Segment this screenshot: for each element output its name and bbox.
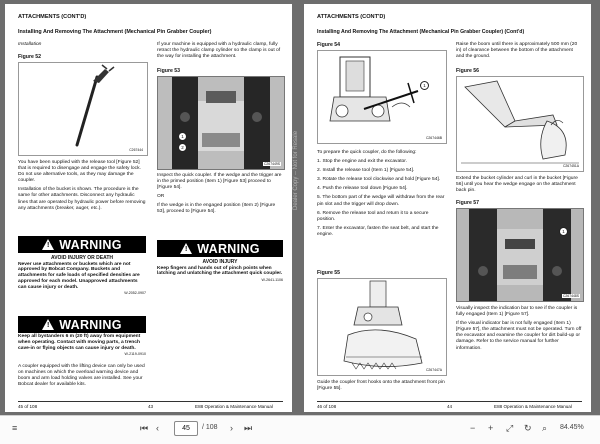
- step-item: 4. Push the release tool down [Figure 54].: [317, 186, 408, 192]
- warning-triangle-icon: !: [42, 319, 54, 330]
- figure-54-label: Figure 54: [317, 42, 341, 48]
- callout-1: 1: [559, 227, 568, 236]
- figure-57-label: Figure 57: [456, 200, 480, 206]
- figure-56-image: [456, 76, 584, 172]
- figure-57-image: [456, 208, 584, 302]
- left-col2-text: [157, 173, 283, 219]
- paragraph: Visually inspect the indication bar to see if the coupler is fully engaged (Item 1) [Figure 57].: [456, 306, 578, 318]
- footer-page-number: 43: [148, 404, 154, 409]
- figure-55-code: C267447A: [425, 368, 442, 372]
- figure-54-code: C267446B: [425, 136, 442, 140]
- warning-banner-text: WARNING: [59, 317, 122, 332]
- footer-page-count: 46 of 108: [317, 404, 337, 409]
- page-header: ATTACHMENTS (CONT'D): [317, 14, 386, 20]
- paragraph: If the visual indicator bar is not fully engaged (Item 1) [Figure 57], the attachment must not be operated. Turn off the excavator and examine the coupler for dirt build-up or damage. Refer to the service manual for further information.: [456, 321, 582, 351]
- first-page-icon[interactable]: ⏮: [140, 423, 149, 433]
- step-item: 5. The bottom part of the wedge will withdraw from the rear pin slot and the trigger will drop down.: [317, 195, 445, 207]
- paragraph: If your machine is equipped with a hydraulic clamp, fully retract the hydraulic clamp cylinder so the clamp is out of the way for installing the attachment.: [157, 42, 281, 60]
- paragraph: A coupler equipped with the lifting device can only be used on machines on which the overload warning device and boom and arm load holding valves are installed. See your Bobcat dealer for available kits.: [18, 364, 145, 388]
- installation-label: Installation: [18, 42, 42, 47]
- warning-title: AVOID INJURY: [202, 258, 238, 265]
- steps-text: [317, 150, 445, 241]
- callout-1: 1: [420, 81, 429, 90]
- warning-box-2: [18, 316, 146, 356]
- warning-box-3: [157, 240, 283, 282]
- warning-banner-text: WARNING: [59, 237, 122, 252]
- figure-52-label: Figure 52: [18, 54, 42, 60]
- warning-code: W-2052-0907: [124, 291, 146, 296]
- warning-code: W-2119-0910: [124, 352, 146, 357]
- zoom-out-icon[interactable]: −: [470, 423, 476, 433]
- footer-manual-title: E88 Operation & Maintenance Manual: [195, 404, 273, 409]
- figure-54-image: [317, 50, 447, 144]
- footer-rule: [317, 401, 582, 402]
- sidebar-toggle-icon[interactable]: ≡: [12, 423, 18, 433]
- warning-banner: [18, 236, 146, 253]
- previous-page-icon[interactable]: ‹: [156, 423, 159, 433]
- callout-2: 2: [178, 143, 187, 152]
- rotate-icon[interactable]: ↻: [524, 423, 532, 433]
- paragraph: OR: [157, 194, 165, 200]
- left-col1-last-text: [18, 364, 146, 391]
- footer-page-count: 45 of 108: [18, 404, 38, 409]
- footer-manual-title: E88 Operation & Maintenance Manual: [494, 404, 572, 409]
- next-page-icon[interactable]: ›: [230, 423, 233, 433]
- warning-box-1: [18, 236, 146, 295]
- left-col2-intro: [157, 42, 283, 63]
- figure-52-code: C267444: [129, 148, 143, 152]
- paragraph: Guide the coupler front hooks onto the attachment front pin [Figure 55].: [317, 380, 445, 392]
- footer-rule: [18, 401, 283, 402]
- section-title: Installing And Removing The Attachment (Mechanical Pin Grabber Coupler): [18, 29, 212, 35]
- step-item: 6. Remove the release tool and return it to a secure position.: [317, 210, 429, 222]
- release-tool-illustration: [19, 63, 147, 155]
- warning-code: W-2641-1106: [261, 278, 283, 283]
- figure-52-image: [18, 62, 148, 156]
- right-col2-raise: [456, 42, 582, 63]
- right-page: [304, 4, 591, 412]
- right-col2-text: [456, 306, 582, 355]
- paragraph: Extend the bucket cylinder and curl in the bucket [Figure 56] until you hear the wedge engage on the attachment back pin.: [456, 176, 578, 194]
- excavator-arm-illustration: [457, 77, 583, 171]
- viewer-toolbar: [0, 415, 600, 444]
- last-page-icon[interactable]: ⏭: [244, 423, 253, 433]
- steps-intro: To prepare the quick coupler, do the following:: [317, 150, 417, 155]
- figure-56-code: C267451A: [562, 164, 579, 168]
- step-item: 1. Stop the engine and exit the excavator.: [317, 159, 407, 165]
- zoom-in-icon[interactable]: +: [488, 423, 494, 433]
- step-item: 7. Enter the excavator, fasten the seat belt, and start the engine.: [317, 225, 439, 237]
- warning-title: AVOID INJURY OR DEATH: [50, 254, 114, 261]
- coupler-release-tool-illustration: [318, 51, 446, 143]
- paragraph: Raise the boom until there is approximately 500 mm (20 in) of clearance between the bottom of the attachment and the ground.: [456, 42, 578, 60]
- magnifier-icon[interactable]: ⌕: [542, 423, 548, 433]
- bucket-hook-illustration: [318, 279, 446, 375]
- guide-text: [317, 380, 445, 395]
- warning-body: Keep all bystanders 6 m (20 ft) away from equipment when operating. Contact with moving parts, a trench cave-in or flying objects can cause injury or death.: [18, 334, 141, 351]
- step-item: 2. Install the release tool (Item 1) [Figure 54].: [317, 168, 415, 174]
- callout-1: 1: [178, 132, 187, 141]
- warning-triangle-icon: !: [180, 243, 192, 254]
- watermark-text: Dealer Copy -- Not for Resale: [293, 130, 299, 210]
- step-item: 3. Rotate the release tool clockwise and hold [Figure 54].: [317, 177, 441, 183]
- paragraph: You have been supplied with the release tool [Figure 52] that is required to disengage and engage the safety lock. Do not use alternative tools, as they may damage the coupler.: [18, 160, 141, 184]
- figure-55-label: Figure 55: [317, 270, 341, 276]
- figure-53-image: [157, 76, 285, 170]
- paragraph: Inspect the quick coupler. If the wedge and the trigger are in the primed position (Item 1) [Figure 53] proceed to [Figure 54].: [157, 173, 282, 191]
- figure-56-label: Figure 56: [456, 68, 480, 74]
- warning-banner: [18, 316, 146, 333]
- coupler-photo: [158, 77, 284, 169]
- warning-triangle-icon: !: [42, 239, 54, 250]
- paragraph: Installation of the bucket is shown. The procedure is the same for other attachments. Disconnect any hydraulic lines that are operated by hydraulic power before removing any attachments (breaker, auger, etc.).: [18, 187, 146, 211]
- page-header: ATTACHMENTS (CONT'D): [18, 14, 87, 20]
- warning-banner-text: WARNING: [197, 241, 260, 256]
- warning-body: Keep fingers and hands out of pinch points when latching and unlatching the attachment quick coupler.: [157, 265, 283, 277]
- fit-page-icon[interactable]: ⤢: [506, 423, 514, 433]
- page-number-input[interactable]: 45: [174, 421, 198, 436]
- left-col1-text: [18, 160, 146, 215]
- figure-57-code: C267448S: [562, 294, 579, 298]
- left-page: [5, 4, 292, 412]
- right-col2-extend: [456, 176, 582, 197]
- total-pages: / 108: [202, 424, 218, 431]
- warning-banner: [157, 240, 283, 257]
- zoom-level[interactable]: 84.45%: [560, 424, 584, 431]
- coupler-indicator-photo: [457, 209, 583, 301]
- figure-55-image: [317, 278, 447, 376]
- section-title: Installing And Removing The Attachment (Mechanical Pin Grabber Coupler) (Cont'd): [317, 29, 525, 35]
- figure-53-label: Figure 53: [157, 68, 181, 74]
- figure-53-code: C267449S: [263, 162, 280, 166]
- paragraph: If the wedge is in the engaged position (Item 2) [Figure 53], proceed to [Figure 54].: [157, 203, 276, 215]
- warning-body: Never use attachments or buckets which are not approved by Bobcat Company. Buckets and attachments for safe loads of specified densities are approved for each model. Unapproved attachments can cause injury or death.: [18, 261, 140, 290]
- footer-page-number: 44: [447, 404, 453, 409]
